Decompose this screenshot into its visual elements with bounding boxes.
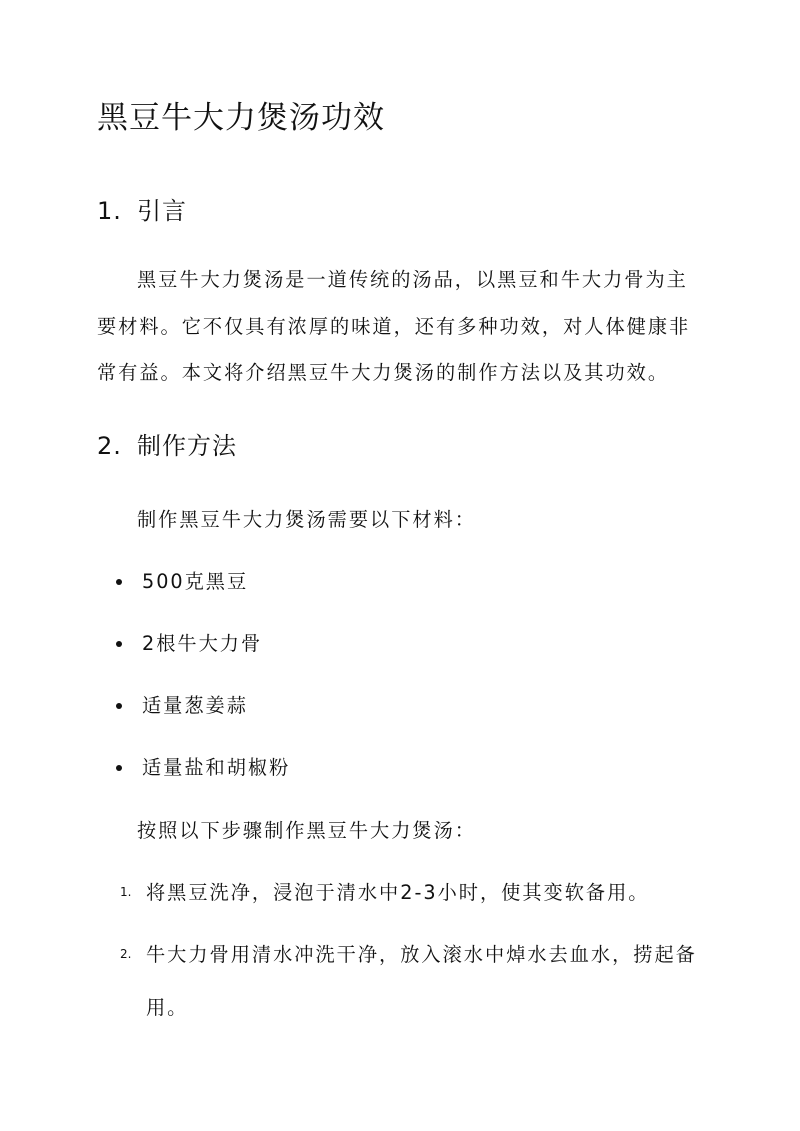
- document-title: 黑豆牛大力煲汤功效: [97, 100, 385, 136]
- step-text: 牛大力骨用清水冲洗干净，放入滚水中焯水去血水，捞起备用。: [146, 943, 697, 1019]
- bullet-icon: [116, 641, 122, 647]
- step-number: 2.: [120, 947, 132, 961]
- step-text: 将黑豆洗净，浸泡于清水中2-3小时，使其变软备用。: [146, 881, 650, 904]
- intro-paragraph: 黑豆牛大力煲汤是一道传统的汤品，以黑豆和牛大力骨为主要材料。它不仅具有浓厚的味道，还有多种功效，对人体健康非常有益。本文将介绍黑豆牛大力煲汤的制作方法以及其功效。: [97, 268, 691, 384]
- bullet-icon: [116, 579, 122, 585]
- step-item: [120, 940, 710, 1034]
- section-heading-method: [97, 429, 237, 463]
- list-item-text: 适量葱姜蒜: [142, 694, 248, 717]
- section-heading-intro: [97, 194, 187, 228]
- steps-intro: 按照以下步骤制作黑豆牛大力煲汤：: [137, 819, 476, 842]
- section-number: 2.: [97, 432, 122, 460]
- bullet-icon: [116, 703, 122, 709]
- section-title: 引言: [137, 197, 187, 225]
- step-number: 1.: [120, 885, 132, 899]
- section-number: 1.: [97, 197, 122, 225]
- step-item: [120, 878, 710, 919]
- list-item-text: 500克黑豆: [142, 570, 249, 593]
- list-item-text: 2根牛大力骨: [142, 632, 263, 655]
- bullet-icon: [116, 765, 122, 771]
- section-title: 制作方法: [137, 432, 237, 460]
- materials-intro: 制作黑豆牛大力煲汤需要以下材料：: [137, 508, 476, 531]
- list-item-text: 适量盐和胡椒粉: [142, 756, 291, 779]
